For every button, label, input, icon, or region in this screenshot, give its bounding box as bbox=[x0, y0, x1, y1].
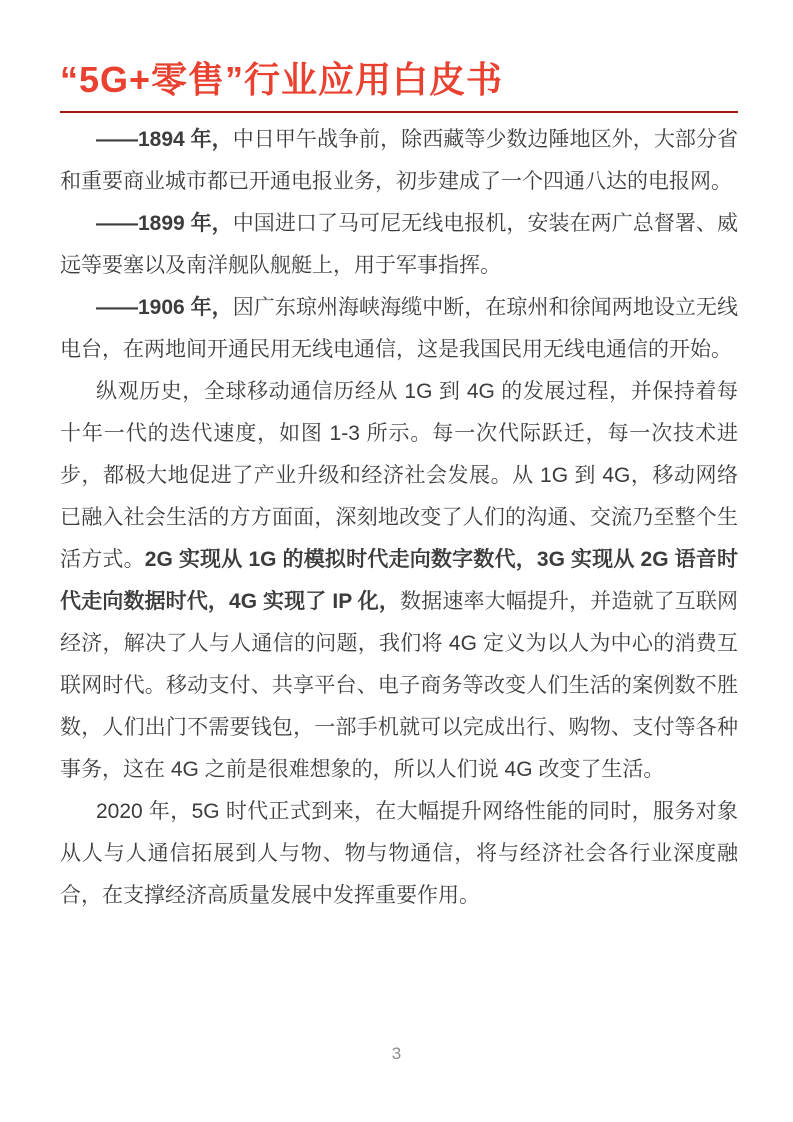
bold-text-run: ——1899 年， bbox=[96, 212, 233, 235]
paragraph bbox=[60, 119, 738, 203]
page-title: “5G+零售”行业应用白皮书 bbox=[60, 59, 504, 100]
text-run: 数据速率大幅提升，并造就了互联网经济，解决了人与人通信的问题，我们将 4G 定义为以人为中心的消费互联网时代。移动支付、共享平台、电子商务等改变人们生活的案例数不胜数，人们出门不需要钱包，一部手机就可以完成出行、购物、支付等各种事务，这在 4G 之前是很难想象的，所以人们说 4G 改变了生活。 bbox=[60, 590, 739, 781]
text-run: 中日甲午战争前，除西藏等少数边陲地区外，大部分省和重要商业城市都已开通电报业务，初步建成了一个四通八达的电报网。 bbox=[60, 128, 738, 193]
bold-text-run: 2G 实现从 1G 的模拟时代走向数字数代，3G 实现从 2G 语音时代走向数据时代，4G 实现了 IP 化， bbox=[60, 548, 739, 613]
paragraph bbox=[60, 371, 738, 791]
paragraph bbox=[60, 203, 738, 287]
paragraph bbox=[60, 287, 738, 371]
text-run: 2020 年，5G 时代正式到来，在大幅提升网络性能的同时，服务对象从人与人通信拓展到人与物、物与物通信，将与经济社会各行业深度融合，在支撑经济高质量发展中发挥重要作用。 bbox=[60, 800, 738, 907]
text-run: 纵观历史，全球移动通信历经从 1G 到 4G 的发展过程，并保持着每十年一代的迭代速度，如图 1-3 所示。每一次代际跃迁，每一次技术进步，都极大地促进了产业升级和经济社会发展。从 1G 到 4G，移动网络已融入社会生活的方方面面，深刻地改变了人们的沟通、交流乃至整个生活方式。 bbox=[60, 380, 738, 571]
page-content bbox=[60, 58, 738, 917]
bold-text-run: ——1894 年， bbox=[96, 128, 233, 151]
document-body bbox=[60, 119, 738, 917]
bold-text-run: ——1906 年， bbox=[96, 296, 233, 319]
text-run: 因广东琼州海峡海缆中断，在琼州和徐闻两地设立无线电台，在两地间开通民用无线电通信，这是我国民用无线电通信的开始。 bbox=[60, 296, 738, 361]
title-underline-rule bbox=[60, 111, 738, 113]
text-run: 中国进口了马可尼无线电报机，安装在两广总督署、威远等要塞以及南洋舰队舰艇上，用于军事指挥。 bbox=[60, 212, 738, 277]
paragraph bbox=[60, 791, 738, 917]
page-number: 3 bbox=[391, 1044, 402, 1063]
